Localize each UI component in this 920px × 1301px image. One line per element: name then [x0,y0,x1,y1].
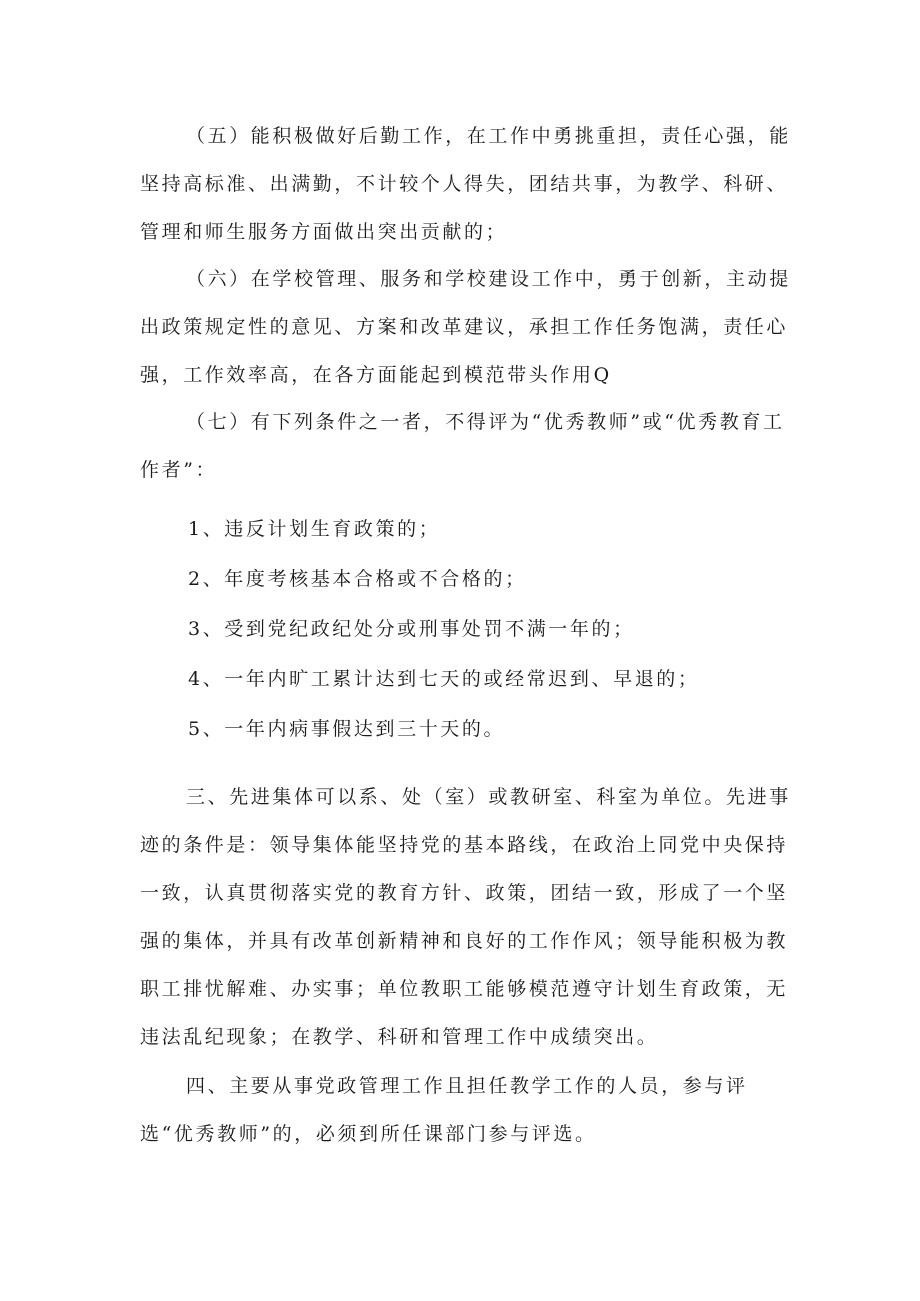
paragraph-five: （五）能积极做好后勤工作，在工作中勇挑重担，责任心强，能坚持高标准、出满勤，不计较个人得失，团结共事，为教学、科研、管理和师生服务方面做出突出贡献的； [140,125,791,243]
list-item-4: 4、一年内旷工累计达到七天的或经常迟到、早退的； [188,668,700,690]
list-item-1: 1、违反计划生育政策的； [188,518,441,540]
section-four-paragraph: 四、主要从事党政管理工作且担任教学工作的人员，参与评选“优秀教师”的，必须到所任课部门参与评选。 [140,1075,748,1145]
section-three-paragraph: 三、先进集体可以系、处（室）或教研室、科室为单位。先进事迹的条件是：领导集体能坚持党的基本路线，在政治上同党中央保持一致，认真贯彻落实党的教育方针、政策，团结一致，形成了一个坚强的集体，并具有改革创新精神和良好的工作作风；领导能积极为教职工排忧解难、办实事；单位教职工能够模范遵守计划生育政策，无违法乱纪现象；在教学、科研和管理工作中成绩突出。 [140,786,791,1048]
list-item-5: 5、一年内病事假达到三十天的。 [188,718,506,740]
paragraph-seven: （七）有下列条件之一者，不得评为“优秀教师”或“优秀教育工作者”： [140,411,785,481]
list-item-2: 2、年度考核基本合格或不合格的； [188,568,527,590]
list-item-3: 3、受到党纪政纪处分或刑事处罚不满一年的； [188,618,635,640]
paragraph-six: （六）在学校管理、服务和学校建设工作中，勇于创新，主动提出政策规定性的意见、方案和改革建议，承担工作任务饱满，责任心强，工作效率高，在各方面能起到模范带头作用Q [140,268,791,386]
